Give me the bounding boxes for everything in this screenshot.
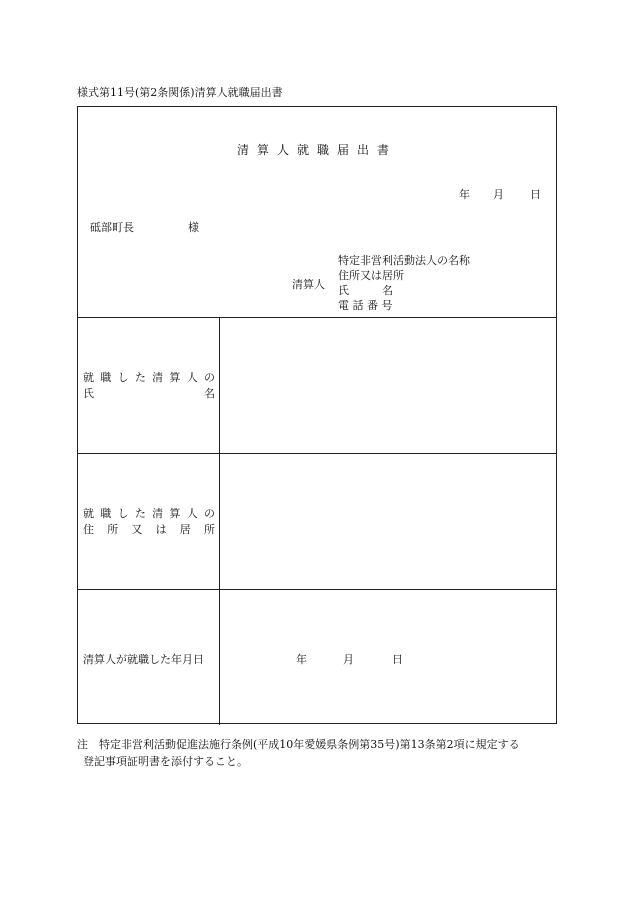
address-entry-area[interactable] — [220, 454, 556, 588]
appointment-day-label: 日 — [392, 653, 403, 666]
form-frame — [77, 106, 557, 724]
row-label-name — [83, 370, 215, 402]
addressee: 砥部町長 — [90, 221, 134, 234]
date-year-label: 年 — [459, 188, 470, 201]
name-entry-area[interactable] — [220, 318, 556, 452]
footnote-line1: 特定非営利活動促進法施行条例(平成10年愛媛県条例第35号)第13条第2項に規定する — [99, 738, 520, 751]
form-number-label: 様式第11号(第2条関係)清算人就職届出書 — [77, 86, 283, 99]
row-label-address — [83, 506, 215, 538]
document-title: 清算人就職届出書 — [236, 143, 397, 157]
honorific: 様 — [188, 221, 199, 234]
appointment-month-label: 月 — [343, 653, 354, 666]
row-label-name-line2: 氏名 — [83, 387, 215, 400]
appointment-year-label: 年 — [296, 653, 307, 666]
row-label-name-line1: 就職した清算人の — [83, 371, 215, 384]
footnote-line2: 登記事項証明書を添付すること。 — [83, 755, 248, 768]
applicant-field-address: 住所又は居所 — [338, 269, 404, 282]
applicant-label: 清算人 — [292, 278, 325, 291]
applicant-fields — [338, 253, 470, 313]
row-label-address-line2: 住所又は居所 — [83, 523, 215, 536]
row-label-address-line1: 就職した清算人の — [83, 507, 215, 520]
applicant-field-phone: 電 話 番 号 — [338, 299, 393, 312]
footnote-marker: 注 — [77, 738, 88, 751]
applicant-field-org-name: 特定非営利活動法人の名称 — [338, 254, 470, 267]
date-month-label: 月 — [493, 188, 504, 201]
date-day-label: 日 — [530, 188, 541, 201]
divider-row2 — [78, 589, 556, 590]
applicant-field-name: 氏 名 — [338, 284, 393, 297]
row-label-appointment-date: 清算人が就職した年月日 — [83, 653, 204, 666]
